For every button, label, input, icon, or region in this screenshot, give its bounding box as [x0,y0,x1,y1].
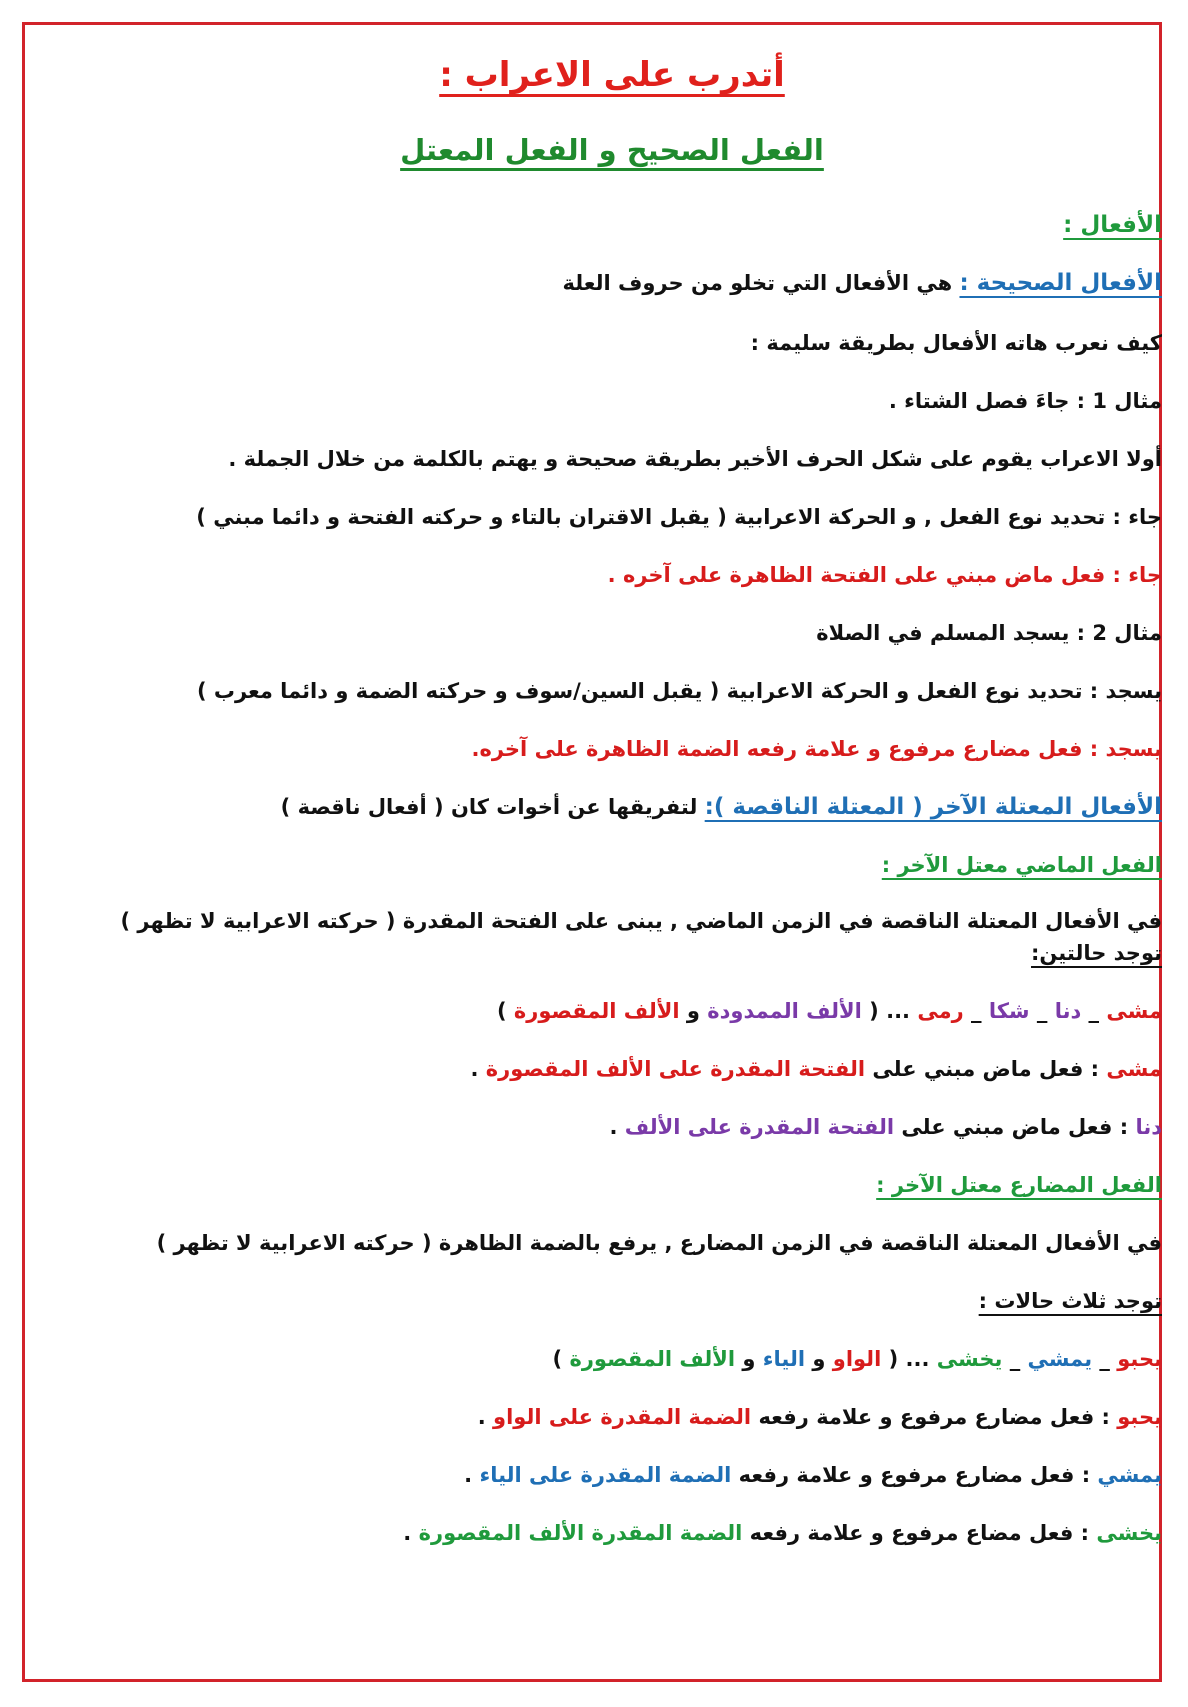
mashaa-tail: الفتحة المقدرة على الألف المقصورة [485,1057,866,1081]
how-line: كيف نعرب هاته الأفعال بطريقة سليمة : [750,331,1162,355]
madi-text: في الأفعال المعتلة الناقصة في الزمن الماضي , يبنى على الفتحة المقدرة ( حركته الاعرابية لا تظهر ) [120,909,1162,933]
yakhsha-irab [62,1518,1162,1548]
mudari-heading-row [62,1170,1162,1200]
verb-ramaa: رمى [917,999,964,1023]
yasjud-irab: يسجد : فعل مضارع مرفوع و علامة رفعه الضمة الظاهرة على آخره. [471,737,1162,761]
alif-mamduda-label: الألف الممدودة [707,999,862,1023]
separator: _ [1002,1347,1028,1371]
verb-yamshi: يمشي [1027,1347,1093,1371]
danaa-tail: الفتحة المقدرة على الألف [624,1115,895,1139]
example-2: مثال 2 : يسجد المسلم في الصلاة [816,621,1162,645]
mashaa-irab [62,1054,1162,1084]
first-rule: أولا الاعراب يقوم على شكل الحرف الأخير بطريقة صحيحة و يهتم بالكلمة من خلال الجملة . [228,447,1162,471]
closing-paren: ) [552,1347,570,1371]
separator: ... ( [881,1347,937,1371]
yakhsha-tail: الضمة المقدرة الألف المقصورة [418,1521,743,1545]
example-1: مثال 1 : جاءَ فصل الشتاء . [888,389,1162,413]
conjunction: و [805,1347,833,1371]
verb-mashaa: مشى [1106,999,1162,1023]
yahbu-end: . [477,1405,494,1429]
sahih-term: الأفعال الصحيحة : [959,270,1162,296]
danaa-irab [62,1112,1162,1142]
mashaa-verb: مشى [1106,1057,1162,1081]
danaa-mid: : فعل ماض مبني على [894,1115,1136,1139]
verbs-heading: الأفعال : [1063,212,1162,238]
alif-maqsura-label: الألف المقصورة [513,999,680,1023]
yahbu-tail: الضمة المقدرة على الواو [493,1405,752,1429]
verb-yahbu: يحبو [1117,1347,1162,1371]
yakhsha-end: . [403,1521,419,1545]
verbs-heading-row [62,210,1162,240]
conjunction: و [735,1347,763,1371]
naqis-term: الأفعال المعتلة الآخر ( المعتلة الناقصة ): [704,794,1162,820]
waw-label: الواو [832,1347,882,1371]
mashaa-end: . [470,1057,486,1081]
separator: ... ( [861,999,918,1023]
madi-examples [62,996,1162,1026]
separator: _ [1092,1347,1118,1371]
madi-heading: الفعل الماضي معتل الآخر : [881,853,1162,877]
yakhsha-mid: : فعل مضاع مرفوع و علامة رفعه [742,1521,1097,1545]
separator: _ [963,999,989,1023]
separator: _ [1029,999,1055,1023]
two-cases-row [62,938,1162,968]
sahih-def-text: هي الأفعال التي تخلو من حروف العلة [562,271,953,295]
conjunction: و [679,999,708,1023]
alif-maqsura-label-2: الألف المقصورة [569,1347,736,1371]
jaa-analysis: جاء : تحديد نوع الفعل , و الحركة الاعرابية ( يقبل الاقتران بالتاء و حركته الفتحة و دائما مبني ) [196,505,1162,529]
closing-paren: ) [496,999,514,1023]
yasjud-analysis: يسجد : تحديد نوع الفعل و الحركة الاعرابية ( يقبل السين/سوف و حركته الضمة و دائما معرب ) [196,679,1162,703]
page-subtitle: الفعل الصحيح و الفعل المعتل [400,133,824,167]
naqis-rest: لتفريقها عن أخوات كان ( أفعال ناقصة ) [280,795,698,819]
jaa-irab: جاء : فعل ماض مبني على الفتحة الظاهرة على آخره . [607,563,1162,587]
yamshi-end: . [464,1463,480,1487]
sahih-definition [62,268,1162,298]
danaa-verb: دنا [1135,1115,1162,1139]
yamshi-mid: : فعل مضارع مرفوع و علامة رفعه [731,1463,1098,1487]
yamshi-verb: يمشي [1097,1463,1162,1487]
madi-heading-row [62,850,1162,880]
mashaa-mid: : فعل ماض مبني على [865,1057,1107,1081]
mudari-text: في الأفعال المعتلة الناقصة في الزمن المضارع , يرفع بالضمة الظاهرة ( حركته الاعرابية لا تظهر ) [156,1231,1162,1255]
yamshi-tail: الضمة المقدرة على الياء [479,1463,732,1487]
verb-yakhsha: يخشى [936,1347,1003,1371]
yahbu-irab [62,1402,1162,1432]
page-title: أتدرب على الاعراب : [439,55,785,95]
three-cases-row [62,1286,1162,1316]
danaa-end: . [609,1115,625,1139]
yahbu-verb: يحبو [1117,1405,1162,1429]
naqis-heading-row [62,792,1162,822]
verb-danaa: دنا [1054,999,1082,1023]
yakhsha-verb: يخشى [1096,1521,1162,1545]
two-cases: توجد حالتين: [1031,941,1162,965]
three-cases: توجد ثلاث حالات : [978,1289,1162,1313]
yamshi-irab [62,1460,1162,1490]
mudari-examples [62,1344,1162,1374]
verb-shakaa: شكا [988,999,1030,1023]
yahbu-mid: : فعل مضارع مرفوع و علامة رفعه [751,1405,1118,1429]
subtitle-row [62,135,1162,168]
title-row [62,55,1162,95]
separator: _ [1081,999,1107,1023]
mudari-heading: الفعل المضارع معتل الآخر : [876,1173,1162,1197]
yaa-label: الياء [762,1347,806,1371]
